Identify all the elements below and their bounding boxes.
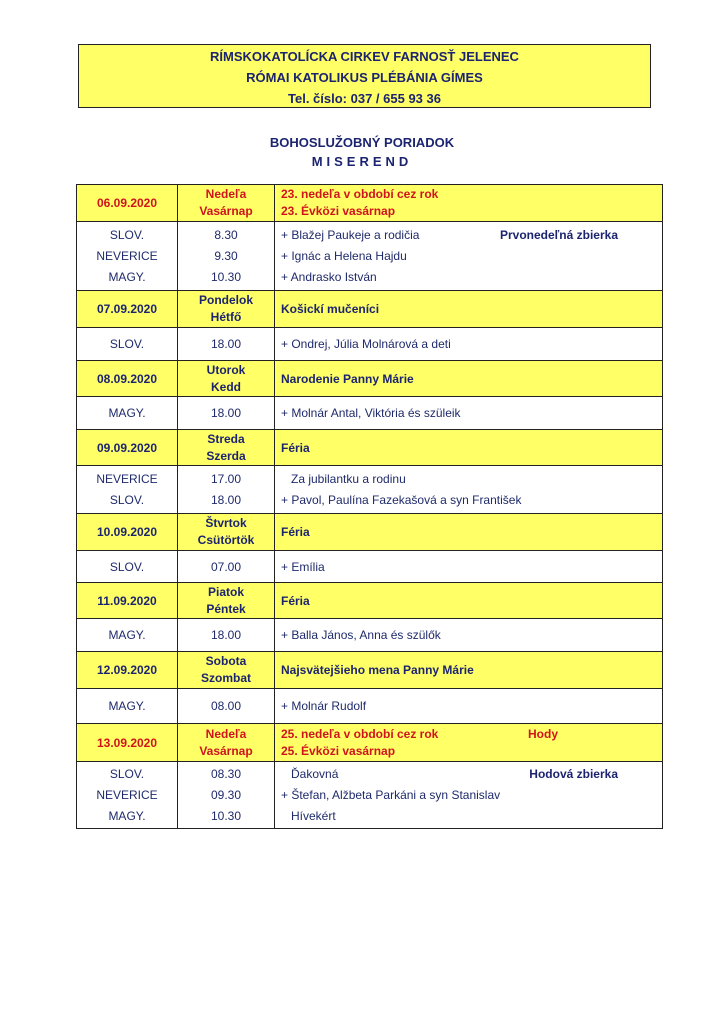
- day-feast: Narodenie Panny Márie: [275, 361, 663, 397]
- schedule-title-sk: BOHOSLUŽOBNÝ PORIADOK: [269, 135, 455, 150]
- day-feast: Féria: [275, 514, 663, 551]
- mass-time: 18.00: [178, 619, 275, 652]
- mass-row: [77, 689, 663, 724]
- header-line-1: RÍMSKOKATOLÍCKA CIRKEV FARNOSŤ JELENEC: [210, 49, 519, 64]
- day-name: Nedeľa Vasárnap: [178, 724, 275, 762]
- parish-header: [78, 44, 651, 108]
- day-row: [77, 514, 663, 551]
- day-date: 12.09.2020: [77, 652, 178, 689]
- mass-language: MAGY.: [77, 619, 178, 652]
- mass-row: [77, 222, 663, 291]
- day-feast: Najsvätejšieho mena Panny Márie: [275, 652, 663, 689]
- day-feast: Féria: [275, 430, 663, 466]
- feast-note: Hody: [528, 726, 558, 741]
- day-row: [77, 583, 663, 619]
- day-date: 07.09.2020: [77, 291, 178, 328]
- day-date: 13.09.2020: [77, 724, 178, 762]
- day-feast: 25. nedeľa v období cez rok Hody 25. Évközi vasárnap: [275, 724, 663, 762]
- collection-note: Hodová zbierka: [529, 766, 618, 781]
- collection-note: Prvonedeľná zbierka: [499, 227, 618, 242]
- mass-intention: Ďakovná Hodová zbierka + Štefan, Alžbeta Parkáni a syn Stanislav Hívekért: [275, 762, 663, 829]
- mass-time: 17.00 18.00: [178, 466, 275, 514]
- day-name: Pondelok Hétfő: [178, 291, 275, 328]
- day-date: 09.09.2020: [77, 430, 178, 466]
- mass-language: MAGY.: [77, 689, 178, 724]
- day-row: [77, 185, 663, 222]
- day-date: 11.09.2020: [77, 583, 178, 619]
- mass-intention: + Balla János, Anna és szülők: [275, 619, 663, 652]
- day-date: 06.09.2020: [77, 185, 178, 222]
- mass-time: 07.00: [178, 551, 275, 583]
- mass-intention: Za jubilantku a rodinu + Pavol, Paulína Fazekašová a syn František: [275, 466, 663, 514]
- day-feast: Košickí mučeníci: [275, 291, 663, 328]
- day-date: 08.09.2020: [77, 361, 178, 397]
- day-name: Piatok Péntek: [178, 583, 275, 619]
- mass-language: NEVERICE SLOV.: [77, 466, 178, 514]
- mass-intention: + Blažej Paukeje a rodičia Prvonedeľná zbierka + Ignác a Helena Hajdu + Andrasko István: [275, 222, 663, 291]
- day-feast: Féria: [275, 583, 663, 619]
- mass-time: 08.00: [178, 689, 275, 724]
- day-name: Sobota Szombat: [178, 652, 275, 689]
- day-name: Utorok Kedd: [178, 361, 275, 397]
- mass-intention: + Ondrej, Júlia Molnárová a deti: [275, 328, 663, 361]
- mass-row: [77, 466, 663, 514]
- mass-intention: + Emília: [275, 551, 663, 583]
- mass-schedule-table: [76, 184, 663, 829]
- mass-time: 8.30 9.30 10.30: [178, 222, 275, 291]
- mass-intention: + Molnár Antal, Viktória és szüleik: [275, 397, 663, 430]
- mass-time: 08.30 09.30 10.30: [178, 762, 275, 829]
- mass-row: [77, 328, 663, 361]
- day-row: [77, 652, 663, 689]
- day-date: 10.09.2020: [77, 514, 178, 551]
- mass-intention: + Molnár Rudolf: [275, 689, 663, 724]
- day-name: Štvrtok Csütörtök: [178, 514, 275, 551]
- mass-language: SLOV. NEVERICE MAGY.: [77, 222, 178, 291]
- header-line-2: RÓMAI KATOLIKUS PLÉBÁNIA GÍMES: [246, 70, 483, 85]
- header-phone: Tel. číslo: 037 / 655 93 36: [288, 91, 441, 106]
- mass-time: 18.00: [178, 397, 275, 430]
- day-row: [77, 724, 663, 762]
- mass-language: SLOV. NEVERICE MAGY.: [77, 762, 178, 829]
- schedule-title-hu: MISEREND: [311, 154, 413, 169]
- day-row: [77, 361, 663, 397]
- day-name: Nedeľa Vasárnap: [178, 185, 275, 222]
- mass-language: SLOV.: [77, 551, 178, 583]
- mass-row: [77, 551, 663, 583]
- mass-language: SLOV.: [77, 328, 178, 361]
- mass-time: 18.00: [178, 328, 275, 361]
- day-feast: 23. nedeľa v období cez rok 23. Évközi vasárnap: [275, 185, 663, 222]
- mass-row: [77, 762, 663, 829]
- day-name: Streda Szerda: [178, 430, 275, 466]
- day-row: [77, 430, 663, 466]
- mass-row: [77, 619, 663, 652]
- mass-language: MAGY.: [77, 397, 178, 430]
- day-row: [77, 291, 663, 328]
- mass-row: [77, 397, 663, 430]
